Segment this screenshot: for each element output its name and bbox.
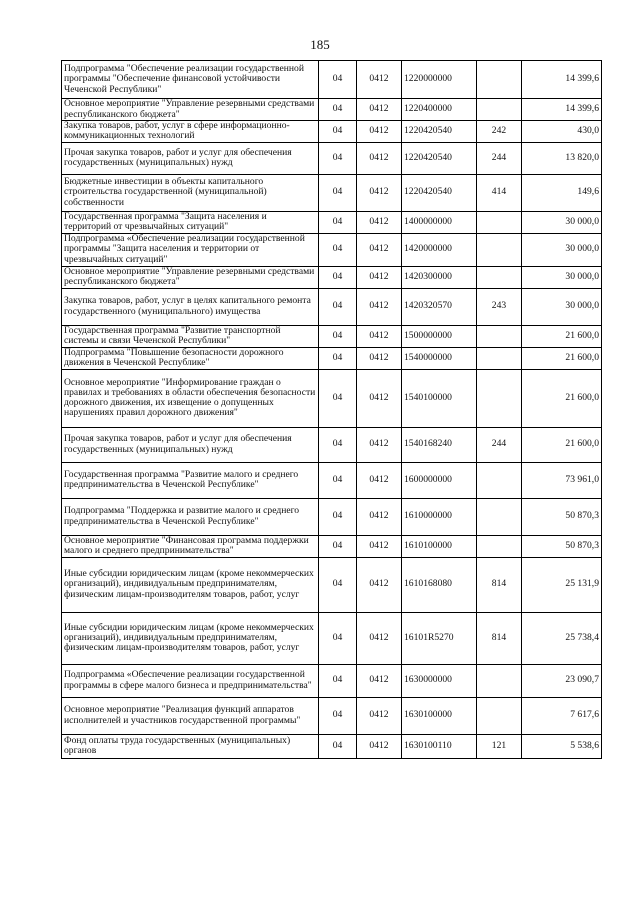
row-section-cell: 04 [319, 427, 357, 462]
row-name-cell: Подпрограмма "Поддержка и развитие малого и среднего предпринимательства в Чеченской Республике" [62, 498, 319, 535]
row-expense-type-cell: 814 [477, 557, 522, 612]
table-row [62, 535, 602, 557]
table-row [62, 233, 602, 266]
row-section-cell: 04 [319, 535, 357, 557]
row-amount-cell: 30 000,0 [522, 288, 602, 325]
table-row [62, 734, 602, 758]
row-name-cell: Основное мероприятие "Информирование граждан о правилах и требованиях в области обеспечения безопасности дорожного движения, их извещение о допущенных нарушениях правил дорожного движения" [62, 369, 319, 427]
row-target-article-cell: 1540168240 [402, 427, 477, 462]
table-row [62, 697, 602, 734]
row-target-article-cell: 1220420540 [402, 121, 477, 143]
row-name-cell: Основное мероприятие "Управление резервными средствами республиканского бюджета" [62, 99, 319, 121]
row-amount-cell: 430,0 [522, 121, 602, 143]
row-section-cell: 04 [319, 61, 357, 99]
row-subsection-cell: 0412 [357, 99, 402, 121]
row-target-article-cell: 1500000000 [402, 325, 477, 347]
row-expense-type-cell [477, 266, 522, 288]
row-section-cell: 04 [319, 325, 357, 347]
row-name-cell: Бюджетные инвестиции в объекты капитального строительства государственной (муниципальной) собственности [62, 174, 319, 211]
row-amount-cell: 25 131,9 [522, 557, 602, 612]
row-expense-type-cell: 121 [477, 734, 522, 758]
row-target-article-cell: 1610100000 [402, 535, 477, 557]
row-subsection-cell: 0412 [357, 369, 402, 427]
row-target-article-cell: 1420320570 [402, 288, 477, 325]
row-section-cell: 04 [319, 121, 357, 143]
table-row [62, 288, 602, 325]
row-subsection-cell: 0412 [357, 347, 402, 369]
row-name-cell: Подпрограмма «Обеспечение реализации государственной программы "Защита населения и территории от чрезвычайных ситуаций" [62, 233, 319, 266]
table-row [62, 325, 602, 347]
row-name-cell: Основное мероприятие "Управление резервными средствами республиканского бюджета" [62, 266, 319, 288]
row-amount-cell: 25 738,4 [522, 612, 602, 664]
row-expense-type-cell [477, 211, 522, 233]
row-amount-cell: 21 600,0 [522, 427, 602, 462]
row-target-article-cell: 16101R5270 [402, 612, 477, 664]
row-subsection-cell: 0412 [357, 174, 402, 211]
row-expense-type-cell [477, 347, 522, 369]
row-section-cell: 04 [319, 664, 357, 697]
row-target-article-cell: 1630100000 [402, 697, 477, 734]
row-amount-cell: 149,6 [522, 174, 602, 211]
row-name-cell: Закупка товаров, работ, услуг в целях капитального ремонта государственного (муниципального) имущества [62, 288, 319, 325]
row-subsection-cell: 0412 [357, 427, 402, 462]
row-expense-type-cell [477, 99, 522, 121]
row-section-cell: 04 [319, 233, 357, 266]
row-target-article-cell: 1610168080 [402, 557, 477, 612]
row-name-cell: Подпрограмма "Повышение безопасности дорожного движения в Чеченской Республике" [62, 347, 319, 369]
row-target-article-cell: 1600000000 [402, 462, 477, 498]
table-row [62, 142, 602, 174]
row-amount-cell: 21 600,0 [522, 369, 602, 427]
row-target-article-cell: 1630000000 [402, 664, 477, 697]
row-expense-type-cell: 242 [477, 121, 522, 143]
row-expense-type-cell: 414 [477, 174, 522, 211]
table-row [62, 266, 602, 288]
table-row [62, 462, 602, 498]
row-target-article-cell: 1630100110 [402, 734, 477, 758]
row-amount-cell: 21 600,0 [522, 325, 602, 347]
row-name-cell: Подпрограмма «Обеспечение реализации государственной программы в сфере малого бизнеса и предпринимательства" [62, 664, 319, 697]
row-expense-type-cell: 244 [477, 142, 522, 174]
row-section-cell: 04 [319, 734, 357, 758]
row-subsection-cell: 0412 [357, 266, 402, 288]
row-subsection-cell: 0412 [357, 612, 402, 664]
row-target-article-cell: 1420000000 [402, 233, 477, 266]
row-subsection-cell: 0412 [357, 233, 402, 266]
row-target-article-cell: 1540100000 [402, 369, 477, 427]
table-row [62, 369, 602, 427]
table-row [62, 612, 602, 664]
row-section-cell: 04 [319, 612, 357, 664]
row-section-cell: 04 [319, 142, 357, 174]
table-row [62, 557, 602, 612]
row-subsection-cell: 0412 [357, 211, 402, 233]
row-section-cell: 04 [319, 462, 357, 498]
row-section-cell: 04 [319, 557, 357, 612]
page-number: 185 [310, 37, 330, 52]
row-expense-type-cell [477, 61, 522, 99]
row-amount-cell: 50 870,3 [522, 535, 602, 557]
row-target-article-cell: 1220400000 [402, 99, 477, 121]
row-name-cell: Прочая закупка товаров, работ и услуг для обеспечения государственных (муниципальных) нужд [62, 142, 319, 174]
table-row [62, 498, 602, 535]
row-section-cell: 04 [319, 288, 357, 325]
row-name-cell: Государственная программа "Защита населения и территорий от чрезвычайных ситуаций" [62, 211, 319, 233]
row-name-cell: Фонд оплаты труда государственных (муниципальных) органов [62, 734, 319, 758]
row-section-cell: 04 [319, 369, 357, 427]
row-expense-type-cell [477, 664, 522, 697]
table-row [62, 211, 602, 233]
row-expense-type-cell [477, 535, 522, 557]
table-row [62, 99, 602, 121]
row-expense-type-cell [477, 233, 522, 266]
row-section-cell: 04 [319, 174, 357, 211]
budget-table [61, 60, 602, 759]
row-subsection-cell: 0412 [357, 734, 402, 758]
budget-table-body [62, 61, 602, 759]
row-subsection-cell: 0412 [357, 697, 402, 734]
row-expense-type-cell: 244 [477, 427, 522, 462]
row-amount-cell: 50 870,3 [522, 498, 602, 535]
row-amount-cell: 5 538,6 [522, 734, 602, 758]
row-name-cell: Иные субсидии юридическим лицам (кроме некоммерческих организаций), индивидуальным предпринимателям, физическим лицам-производителям товаров, работ, услуг [62, 612, 319, 664]
row-name-cell: Закупка товаров, работ, услуг в сфере информационно-коммуникационных технологий [62, 121, 319, 143]
row-expense-type-cell [477, 697, 522, 734]
row-target-article-cell: 1540000000 [402, 347, 477, 369]
row-section-cell: 04 [319, 211, 357, 233]
table-row [62, 427, 602, 462]
row-subsection-cell: 0412 [357, 535, 402, 557]
row-name-cell: Государственная программа "Развитие транспортной системы и связи Чеченской Республики" [62, 325, 319, 347]
row-target-article-cell: 1400000000 [402, 211, 477, 233]
row-target-article-cell: 1220420540 [402, 174, 477, 211]
row-expense-type-cell: 814 [477, 612, 522, 664]
row-target-article-cell: 1220420540 [402, 142, 477, 174]
row-amount-cell: 13 820,0 [522, 142, 602, 174]
row-subsection-cell: 0412 [357, 61, 402, 99]
row-amount-cell: 21 600,0 [522, 347, 602, 369]
table-row [62, 61, 602, 99]
row-amount-cell: 30 000,0 [522, 211, 602, 233]
row-name-cell: Прочая закупка товаров, работ и услуг для обеспечения государственных (муниципальных) нужд [62, 427, 319, 462]
row-name-cell: Основное мероприятие "Реализация функций аппаратов исполнителей и участников государственной программы" [62, 697, 319, 734]
table-row [62, 347, 602, 369]
table-row [62, 174, 602, 211]
row-section-cell: 04 [319, 266, 357, 288]
row-name-cell: Основное мероприятие "Финансовая программа поддержки малого и среднего предпринимательства" [62, 535, 319, 557]
row-amount-cell: 30 000,0 [522, 233, 602, 266]
row-target-article-cell: 1420300000 [402, 266, 477, 288]
row-expense-type-cell [477, 325, 522, 347]
row-target-article-cell: 1220000000 [402, 61, 477, 99]
row-target-article-cell: 1610000000 [402, 498, 477, 535]
row-subsection-cell: 0412 [357, 142, 402, 174]
row-section-cell: 04 [319, 347, 357, 369]
row-section-cell: 04 [319, 697, 357, 734]
row-amount-cell: 73 961,0 [522, 462, 602, 498]
row-amount-cell: 23 090,7 [522, 664, 602, 697]
row-subsection-cell: 0412 [357, 121, 402, 143]
row-expense-type-cell [477, 462, 522, 498]
row-expense-type-cell: 243 [477, 288, 522, 325]
row-amount-cell: 7 617,6 [522, 697, 602, 734]
row-amount-cell: 30 000,0 [522, 266, 602, 288]
row-amount-cell: 14 399,6 [522, 61, 602, 99]
row-subsection-cell: 0412 [357, 462, 402, 498]
row-expense-type-cell [477, 498, 522, 535]
row-subsection-cell: 0412 [357, 664, 402, 697]
table-row [62, 664, 602, 697]
row-subsection-cell: 0412 [357, 557, 402, 612]
row-name-cell: Государственная программа "Развитие малого и среднего предпринимательства в Чеченской Республике" [62, 462, 319, 498]
row-section-cell: 04 [319, 498, 357, 535]
row-amount-cell: 14 399,6 [522, 99, 602, 121]
table-row [62, 121, 602, 143]
row-name-cell: Подпрограмма "Обеспечение реализации государственной программы "Обеспечение финансовой устойчивости Чеченской Республики" [62, 61, 319, 99]
row-section-cell: 04 [319, 99, 357, 121]
row-subsection-cell: 0412 [357, 498, 402, 535]
row-name-cell: Иные субсидии юридическим лицам (кроме некоммерческих организаций), индивидуальным предпринимателям, физическим лицам-производителям товаров, работ, услуг [62, 557, 319, 612]
row-subsection-cell: 0412 [357, 325, 402, 347]
row-subsection-cell: 0412 [357, 288, 402, 325]
row-expense-type-cell [477, 369, 522, 427]
